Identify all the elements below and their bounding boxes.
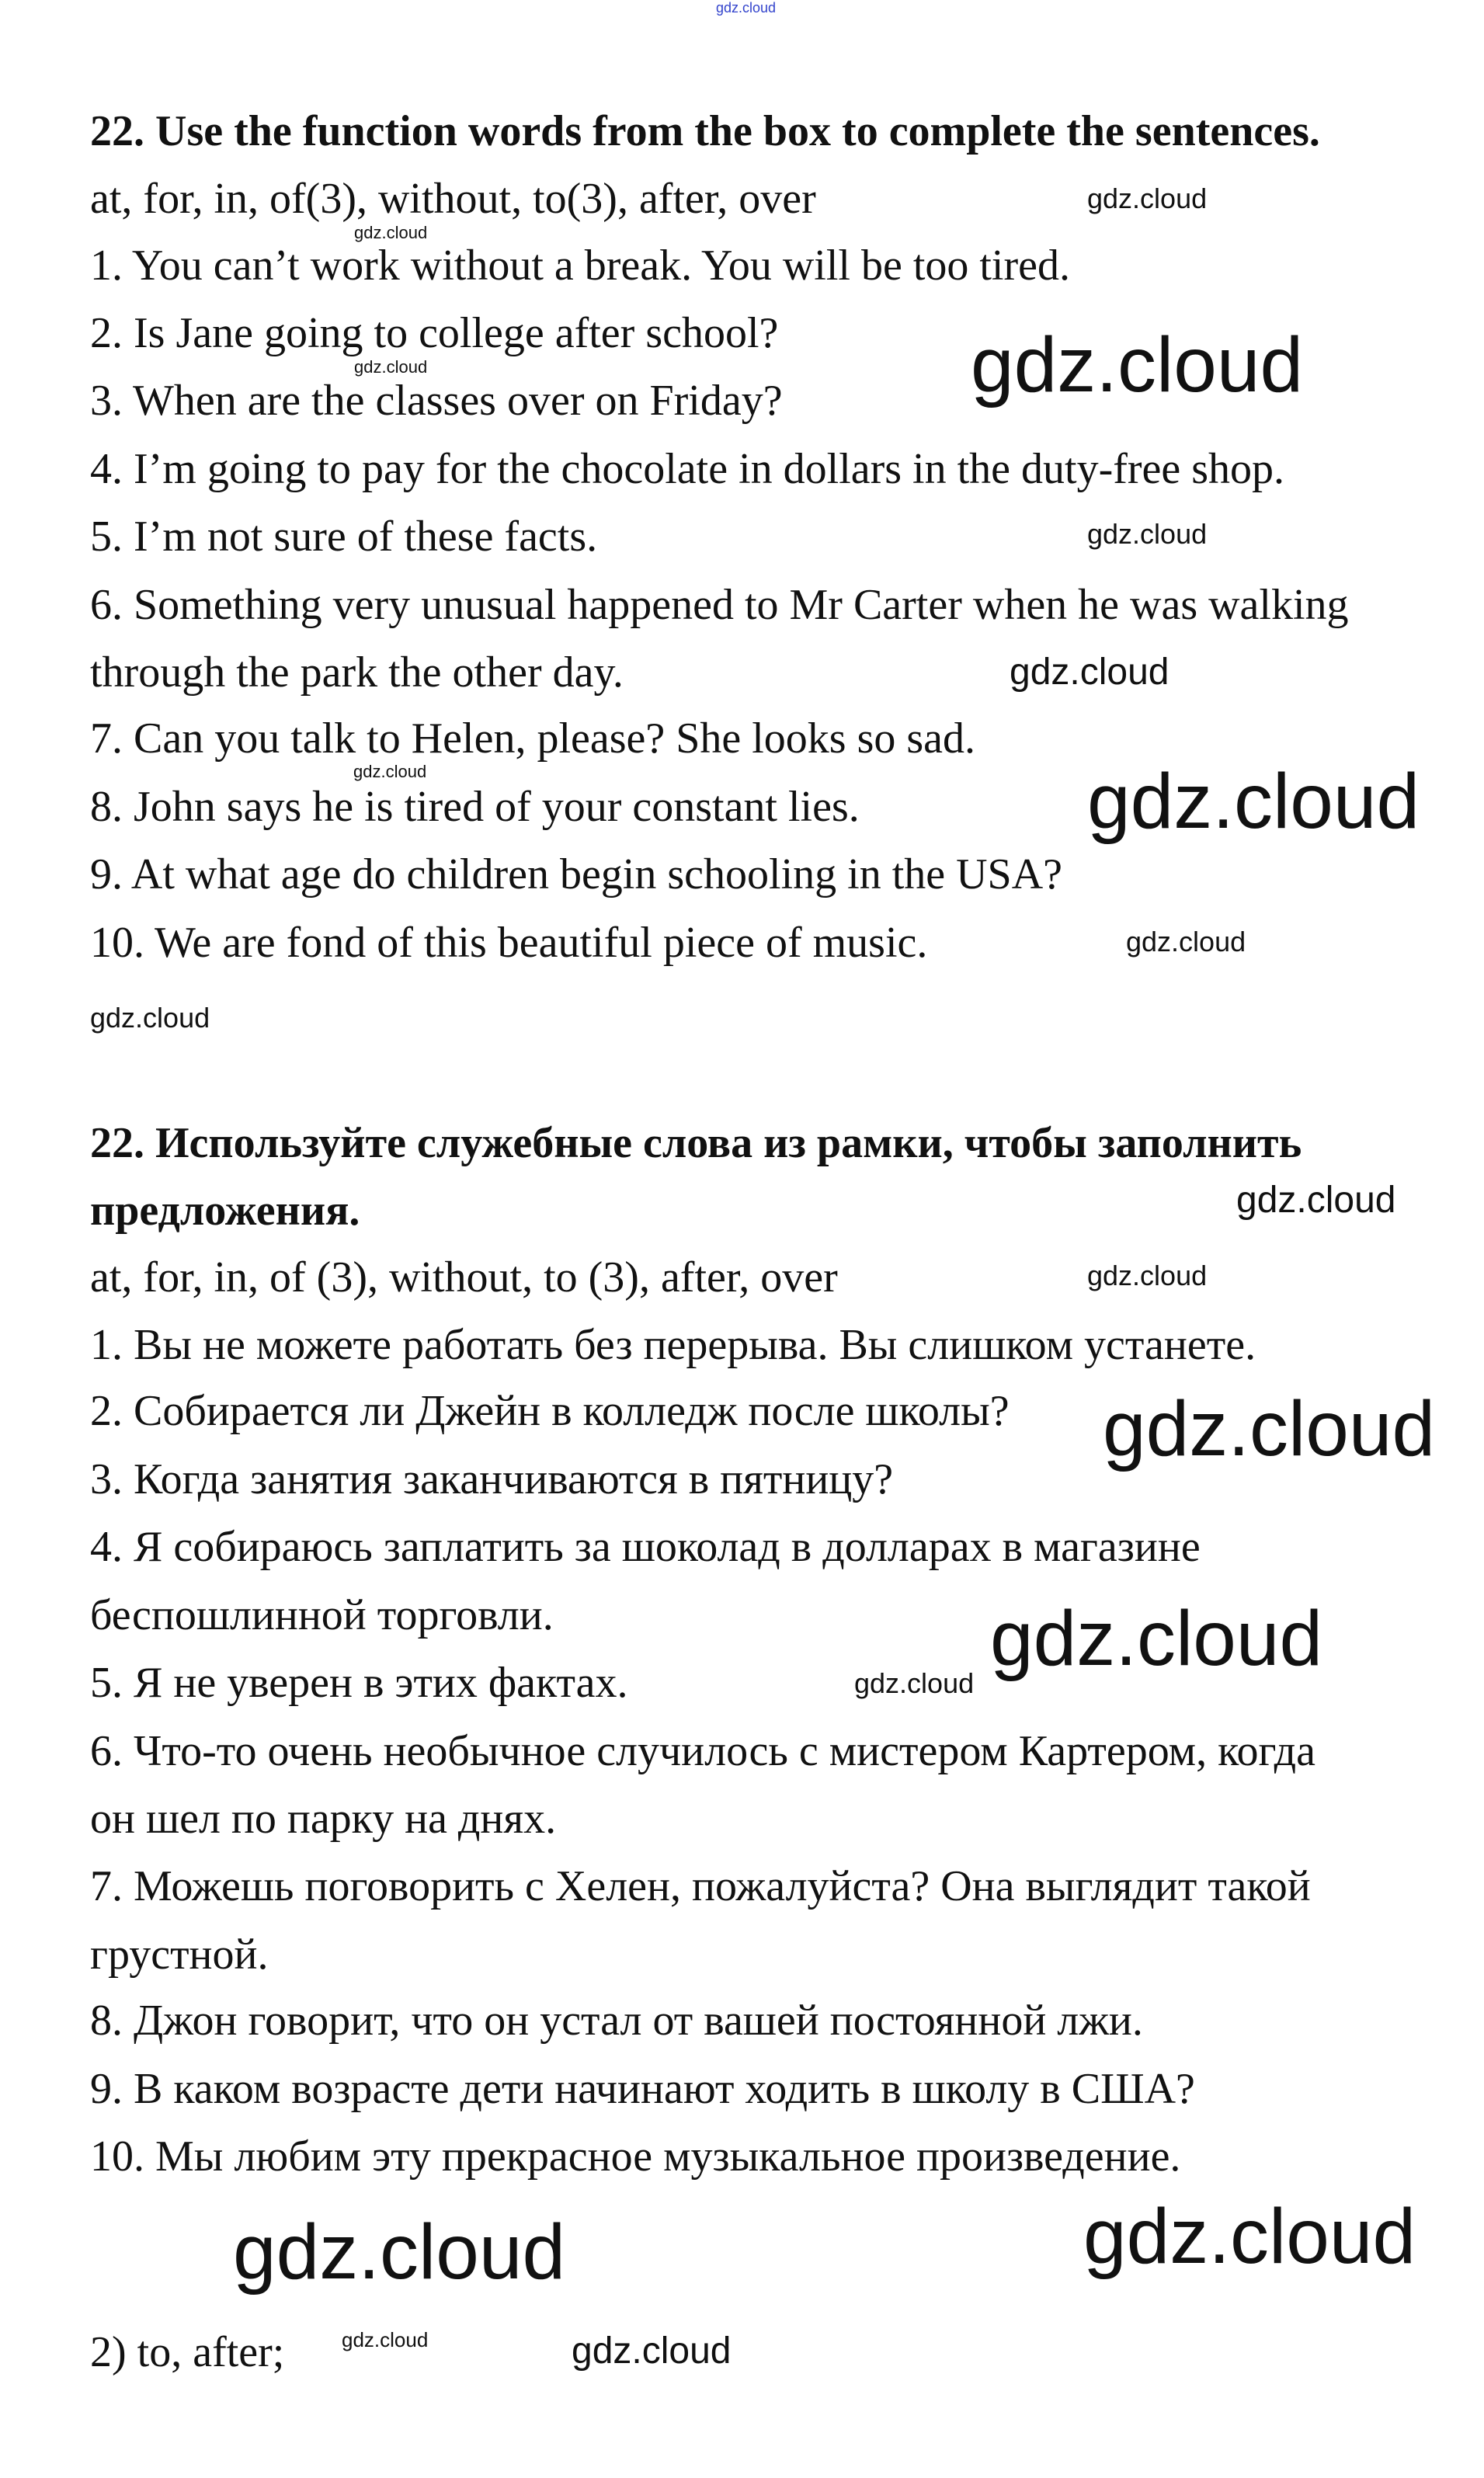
box-words-ru: at, for, in, of (3), without, to (3), after, over (90, 1253, 838, 1302)
watermark: gdz.cloud (233, 2209, 566, 2296)
watermark: gdz.cloud (1087, 1260, 1208, 1291)
watermark: gdz.cloud (354, 223, 428, 242)
exercise-heading-en: 22. Use the function words from the box to complete the sentences. (90, 107, 1320, 155)
watermark: gdz.cloud (342, 2328, 429, 2351)
watermark: gdz.cloud (354, 357, 428, 377)
sentence-6-en: 6. Something very unusual happened to Mr Carter when he was walking (90, 581, 1349, 629)
sentence-8-ru: 8. Джон говорит, что он устал от вашей постоянной лжи. (90, 1997, 1143, 2045)
exercise-heading-ru-cont: предложения. (90, 1187, 360, 1235)
watermark: gdz.cloud (1087, 182, 1208, 214)
sentence-3-ru: 3. Когда занятия заканчиваются в пятницу? (90, 1455, 894, 1503)
sentence-2-en: 2. Is Jane going to college after school? (90, 309, 779, 357)
watermark: gdz.cloud (1010, 652, 1169, 693)
sentence-5-ru: 5. Я не уверен в этих фактах. (90, 1659, 628, 1707)
sentence-6-ru-cont: он шел по парку на днях. (90, 1795, 557, 1843)
sentence-1-en: 1. You can’t work without a break. You will be too tired. (90, 242, 1070, 290)
sentence-10-ru: 10. Мы любим эту прекрасное музыкальное произведение. (90, 2132, 1181, 2181)
watermark: gdz.cloud (1126, 926, 1246, 957)
sentence-4-ru-cont: беспошлинной торговли. (90, 1591, 554, 1639)
watermark: gdz.cloud (1087, 518, 1208, 550)
sentence-2-ru: 2. Собирается ли Джейн в колледж после школы? (90, 1387, 1010, 1435)
sentence-10-en: 10. We are fond of this beautiful piece of music. (90, 919, 928, 967)
box-words-en: at, for, in, of(3), without, to(3), after, over (90, 175, 816, 223)
watermark: gdz.cloud (854, 1667, 975, 1699)
sentence-7-en: 7. Can you talk to Helen, please? She looks so sad. (90, 714, 976, 763)
sentence-7-ru-cont: грустной. (90, 1931, 269, 1979)
sentence-8-en: 8. John says he is tired of your constant lies. (90, 783, 860, 831)
watermark: gdz.cloud (1087, 758, 1420, 845)
watermark: gdz.cloud (353, 762, 427, 781)
sentence-3-en: 3. When are the classes over on Friday? (90, 377, 783, 425)
watermark: gdz.cloud (716, 0, 777, 16)
answer: 2) to, after; (90, 2328, 285, 2376)
watermark: gdz.cloud (1103, 1385, 1436, 1472)
sentence-4-ru: 4. Я собираюсь заплатить за шоколад в долларах в магазине (90, 1523, 1201, 1571)
watermark: gdz.cloud (90, 1002, 210, 1034)
watermark: gdz.cloud (1083, 2193, 1416, 2280)
watermark: gdz.cloud (971, 321, 1304, 408)
sentence-4-en: 4. I’m going to pay for the chocolate in dollars in the duty-free shop. (90, 445, 1285, 493)
exercise-heading-ru: 22. Используйте служебные слова из рамки, чтобы заполнить (90, 1119, 1302, 1167)
sentence-5-en: 5. I’m not sure of these facts. (90, 513, 598, 561)
sentence-1-ru: 1. Вы не можете работать без перерыва. Вы слишком устанете. (90, 1321, 1256, 1369)
sentence-9-en: 9. At what age do children begin schooling in the USA? (90, 850, 1062, 898)
watermark: gdz.cloud (1236, 1180, 1396, 1221)
watermark: gdz.cloud (990, 1595, 1323, 1682)
watermark: gdz.cloud (572, 2330, 732, 2372)
sentence-6-ru: 6. Что-то очень необычное случилось с мистером Картером, когда (90, 1727, 1316, 1775)
sentence-7-ru: 7. Можешь поговорить с Хелен, пожалуйста? Она выглядит такой (90, 1862, 1311, 1910)
sentence-9-ru: 9. В каком возрасте дети начинают ходить в школу в США? (90, 2065, 1195, 2113)
sentence-6-en-cont: through the park the other day. (90, 648, 624, 697)
